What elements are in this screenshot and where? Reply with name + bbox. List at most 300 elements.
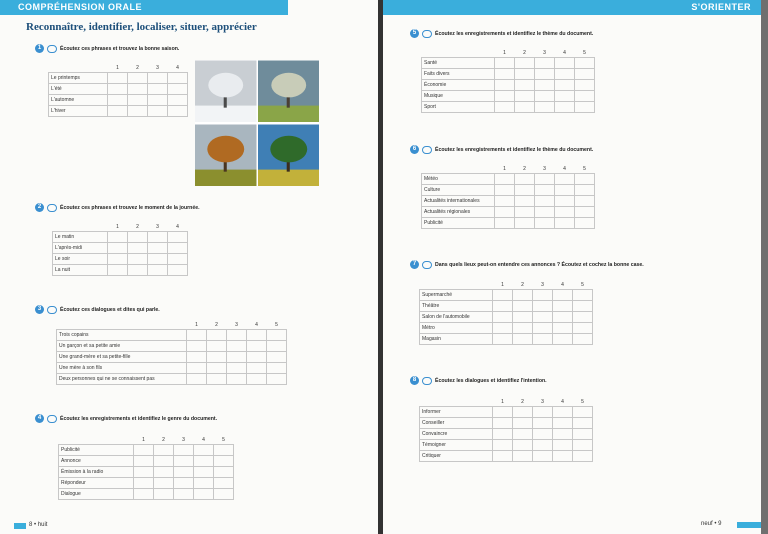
answer-checkbox-cell[interactable] bbox=[267, 352, 287, 363]
column-number: 1 bbox=[501, 398, 504, 405]
answer-checkbox-cell[interactable] bbox=[575, 196, 595, 207]
answer-checkbox-cell[interactable] bbox=[194, 478, 214, 489]
answer-checkbox-cell[interactable] bbox=[108, 95, 128, 106]
grid-header-row bbox=[57, 320, 287, 330]
answer-checkbox-cell[interactable] bbox=[148, 265, 168, 276]
answer-checkbox-cell[interactable] bbox=[535, 207, 555, 218]
audio-icon bbox=[422, 377, 432, 385]
answer-checkbox-cell[interactable] bbox=[533, 451, 553, 462]
answer-checkbox-cell[interactable] bbox=[533, 323, 553, 334]
exercise-4-grid bbox=[58, 435, 234, 500]
answer-checkbox-cell[interactable] bbox=[247, 330, 267, 341]
row-label: La nuit bbox=[53, 265, 108, 276]
answer-checkbox-cell[interactable] bbox=[495, 218, 515, 229]
answer-checkbox-cell[interactable] bbox=[553, 290, 573, 301]
answer-checkbox-cell[interactable] bbox=[495, 91, 515, 102]
answer-checkbox-cell[interactable] bbox=[108, 243, 128, 254]
answer-checkbox-cell[interactable] bbox=[513, 301, 533, 312]
answer-checkbox-cell[interactable] bbox=[553, 418, 573, 429]
answer-checkbox-cell[interactable] bbox=[227, 352, 247, 363]
answer-checkbox-cell[interactable] bbox=[108, 254, 128, 265]
exercise-text: Écoutez ces phrases et trouvez la bonne saison. bbox=[60, 45, 180, 52]
answer-checkbox-cell[interactable] bbox=[555, 174, 575, 185]
answer-checkbox-cell[interactable] bbox=[493, 334, 513, 345]
answer-checkbox-cell[interactable] bbox=[495, 207, 515, 218]
answer-checkbox-cell[interactable] bbox=[573, 312, 593, 323]
answer-checkbox-cell[interactable] bbox=[513, 407, 533, 418]
answer-checkbox-cell[interactable] bbox=[573, 429, 593, 440]
answer-checkbox-cell[interactable] bbox=[533, 312, 553, 323]
grid-corner bbox=[422, 48, 495, 58]
column-number: 5 bbox=[583, 49, 586, 56]
answer-checkbox-cell[interactable] bbox=[573, 301, 593, 312]
answer-checkbox-cell[interactable] bbox=[128, 73, 148, 84]
answer-checkbox-cell[interactable] bbox=[108, 106, 128, 117]
answer-checkbox-cell[interactable] bbox=[533, 301, 553, 312]
answer-checkbox-cell[interactable] bbox=[214, 489, 234, 500]
answer-checkbox-cell[interactable] bbox=[134, 478, 154, 489]
exercise-2-grid bbox=[52, 222, 188, 276]
answer-checkbox-cell[interactable] bbox=[187, 374, 207, 385]
answer-checkbox-cell[interactable] bbox=[174, 456, 194, 467]
answer-checkbox-cell[interactable] bbox=[515, 80, 535, 91]
column-number: 2 bbox=[523, 165, 526, 172]
column-number: 2 bbox=[215, 321, 218, 328]
answer-checkbox-cell[interactable] bbox=[108, 265, 128, 276]
table-row bbox=[53, 232, 188, 243]
answer-checkbox-cell[interactable] bbox=[573, 290, 593, 301]
answer-checkbox-cell[interactable] bbox=[535, 185, 555, 196]
answer-checkbox-cell[interactable] bbox=[515, 185, 535, 196]
answer-checkbox-cell[interactable] bbox=[108, 84, 128, 95]
table-row bbox=[422, 91, 595, 102]
answer-checkbox-cell[interactable] bbox=[535, 58, 555, 69]
answer-checkbox-cell[interactable] bbox=[128, 243, 148, 254]
answer-checkbox-cell[interactable] bbox=[194, 489, 214, 500]
answer-checkbox-cell[interactable] bbox=[555, 80, 575, 91]
row-label: Météo bbox=[422, 174, 495, 185]
audio-icon bbox=[422, 30, 432, 38]
column-number: 3 bbox=[156, 64, 159, 71]
answer-checkbox-cell[interactable] bbox=[227, 341, 247, 352]
answer-checkbox-cell[interactable] bbox=[108, 73, 128, 84]
answer-checkbox-cell[interactable] bbox=[134, 467, 154, 478]
row-label: Témoigner bbox=[420, 440, 493, 451]
answer-checkbox-cell[interactable] bbox=[513, 323, 533, 334]
row-label: Supermarché bbox=[420, 290, 493, 301]
answer-checkbox-cell[interactable] bbox=[515, 218, 535, 229]
exercise-number-badge: 8 bbox=[410, 376, 419, 385]
answer-checkbox-cell[interactable] bbox=[168, 232, 188, 243]
answer-checkbox-cell[interactable] bbox=[134, 456, 154, 467]
column-number: 1 bbox=[503, 165, 506, 172]
exercise-text: Écoutez les enregistrements et identifiez le thème du document. bbox=[435, 30, 594, 37]
answer-checkbox-cell[interactable] bbox=[267, 341, 287, 352]
answer-checkbox-cell[interactable] bbox=[267, 363, 287, 374]
answer-checkbox-cell[interactable] bbox=[535, 174, 555, 185]
answer-checkbox-cell[interactable] bbox=[553, 429, 573, 440]
row-label: Émission à la radio bbox=[59, 467, 134, 478]
table-row bbox=[420, 323, 593, 334]
answer-checkbox-cell[interactable] bbox=[575, 91, 595, 102]
answer-checkbox-cell[interactable] bbox=[214, 456, 234, 467]
answer-checkbox-cell[interactable] bbox=[187, 352, 207, 363]
exercise-text: Écoutez les dialogues et identifiez l'intention. bbox=[435, 377, 547, 384]
answer-checkbox-cell[interactable] bbox=[515, 207, 535, 218]
row-label: Faits divers bbox=[422, 69, 495, 80]
page-number: 8 bbox=[29, 522, 33, 528]
grid-header-row bbox=[420, 280, 593, 290]
row-label: Magasin bbox=[420, 334, 493, 345]
answer-checkbox-cell[interactable] bbox=[575, 80, 595, 91]
answer-checkbox-cell[interactable] bbox=[168, 106, 188, 117]
answer-checkbox-cell[interactable] bbox=[513, 290, 533, 301]
page-number-word: huit bbox=[37, 522, 48, 528]
row-label: Salon de l'automobile bbox=[420, 312, 493, 323]
table-row bbox=[422, 102, 595, 113]
answer-checkbox-cell[interactable] bbox=[214, 445, 234, 456]
exercise-number-badge: 1 bbox=[35, 44, 44, 53]
answer-checkbox-cell[interactable] bbox=[194, 456, 214, 467]
answer-checkbox-cell[interactable] bbox=[513, 418, 533, 429]
row-label: Culture bbox=[422, 185, 495, 196]
column-number: 2 bbox=[136, 223, 139, 230]
audio-icon bbox=[422, 261, 432, 269]
answer-checkbox-cell[interactable] bbox=[267, 374, 287, 385]
column-number: 4 bbox=[176, 64, 179, 71]
answer-checkbox-cell[interactable] bbox=[227, 363, 247, 374]
answer-checkbox-cell[interactable] bbox=[515, 69, 535, 80]
table-row bbox=[420, 407, 593, 418]
answer-checkbox-cell[interactable] bbox=[575, 58, 595, 69]
answer-checkbox-cell[interactable] bbox=[573, 334, 593, 345]
answer-checkbox-cell[interactable] bbox=[493, 418, 513, 429]
page-footer: neuf • 9 bbox=[701, 521, 722, 527]
exercise-number-badge: 4 bbox=[35, 414, 44, 423]
audio-icon bbox=[422, 146, 432, 154]
footer-bar bbox=[737, 522, 761, 528]
answer-checkbox-cell[interactable] bbox=[194, 445, 214, 456]
table-row bbox=[420, 290, 593, 301]
answer-checkbox-cell[interactable] bbox=[553, 407, 573, 418]
answer-checkbox-cell[interactable] bbox=[513, 429, 533, 440]
column-number: 3 bbox=[543, 49, 546, 56]
answer-checkbox-cell[interactable] bbox=[513, 312, 533, 323]
column-number: 2 bbox=[521, 281, 524, 288]
answer-checkbox-cell[interactable] bbox=[575, 69, 595, 80]
table-row bbox=[59, 489, 234, 500]
answer-checkbox-cell[interactable] bbox=[513, 334, 533, 345]
exercise-number-badge: 5 bbox=[410, 29, 419, 38]
table-row bbox=[53, 254, 188, 265]
answer-checkbox-cell[interactable] bbox=[148, 232, 168, 243]
answer-checkbox-cell[interactable] bbox=[214, 467, 234, 478]
answer-checkbox-cell[interactable] bbox=[555, 207, 575, 218]
answer-checkbox-cell[interactable] bbox=[573, 323, 593, 334]
exercise-1-grid bbox=[48, 63, 188, 117]
answer-checkbox-cell[interactable] bbox=[108, 232, 128, 243]
table-row bbox=[420, 334, 593, 345]
answer-checkbox-cell[interactable] bbox=[174, 467, 194, 478]
table-row bbox=[57, 352, 287, 363]
answer-checkbox-cell[interactable] bbox=[535, 80, 555, 91]
right-page bbox=[383, 0, 761, 534]
answer-checkbox-cell[interactable] bbox=[207, 352, 227, 363]
grid-header-row bbox=[59, 435, 234, 445]
answer-checkbox-cell[interactable] bbox=[495, 58, 515, 69]
row-label: Actualités internationales bbox=[422, 196, 495, 207]
answer-checkbox-cell[interactable] bbox=[174, 478, 194, 489]
grid-header-row bbox=[422, 164, 595, 174]
answer-checkbox-cell[interactable] bbox=[553, 323, 573, 334]
answer-checkbox-cell[interactable] bbox=[134, 489, 154, 500]
answer-checkbox-cell[interactable] bbox=[553, 334, 573, 345]
answer-checkbox-cell[interactable] bbox=[535, 196, 555, 207]
answer-checkbox-cell[interactable] bbox=[168, 254, 188, 265]
answer-checkbox-cell[interactable] bbox=[493, 407, 513, 418]
answer-checkbox-cell[interactable] bbox=[493, 323, 513, 334]
answer-checkbox-cell[interactable] bbox=[493, 312, 513, 323]
answer-checkbox-cell[interactable] bbox=[168, 243, 188, 254]
answer-checkbox-cell[interactable] bbox=[493, 451, 513, 462]
answer-checkbox-cell[interactable] bbox=[553, 301, 573, 312]
row-label: L'après-midi bbox=[53, 243, 108, 254]
answer-checkbox-cell[interactable] bbox=[154, 489, 174, 500]
answer-checkbox-cell[interactable] bbox=[575, 207, 595, 218]
answer-checkbox-cell[interactable] bbox=[575, 218, 595, 229]
column-number: 5 bbox=[583, 165, 586, 172]
answer-checkbox-cell[interactable] bbox=[168, 73, 188, 84]
exercise-text: Écoutez ces dialogues et dites qui parle. bbox=[60, 306, 160, 313]
answer-checkbox-cell[interactable] bbox=[227, 374, 247, 385]
answer-checkbox-cell[interactable] bbox=[515, 196, 535, 207]
answer-checkbox-cell[interactable] bbox=[207, 374, 227, 385]
exercise-text: Écoutez ces phrases et trouvez le moment de la journée. bbox=[60, 204, 200, 211]
answer-checkbox-cell[interactable] bbox=[575, 102, 595, 113]
answer-checkbox-cell[interactable] bbox=[128, 232, 148, 243]
answer-checkbox-cell[interactable] bbox=[207, 341, 227, 352]
grid-header-row bbox=[422, 48, 595, 58]
answer-checkbox-cell[interactable] bbox=[168, 95, 188, 106]
exercise-5-instruction bbox=[410, 29, 593, 38]
answer-checkbox-cell[interactable] bbox=[148, 243, 168, 254]
answer-checkbox-cell[interactable] bbox=[573, 440, 593, 451]
answer-checkbox-cell[interactable] bbox=[227, 330, 247, 341]
answer-checkbox-cell[interactable] bbox=[533, 429, 553, 440]
answer-checkbox-cell[interactable] bbox=[535, 218, 555, 229]
answer-checkbox-cell[interactable] bbox=[247, 363, 267, 374]
answer-checkbox-cell[interactable] bbox=[533, 440, 553, 451]
row-label: Annonce bbox=[59, 456, 134, 467]
table-row bbox=[57, 341, 287, 352]
table-row bbox=[59, 467, 234, 478]
exercise-6-instruction bbox=[410, 145, 593, 154]
answer-checkbox-cell[interactable] bbox=[495, 185, 515, 196]
column-number: 4 bbox=[561, 398, 564, 405]
answer-checkbox-cell[interactable] bbox=[247, 352, 267, 363]
answer-checkbox-cell[interactable] bbox=[207, 330, 227, 341]
column-number: 4 bbox=[202, 436, 205, 443]
answer-checkbox-cell[interactable] bbox=[515, 91, 535, 102]
answer-checkbox-cell[interactable] bbox=[535, 69, 555, 80]
answer-checkbox-cell[interactable] bbox=[154, 456, 174, 467]
answer-checkbox-cell[interactable] bbox=[555, 58, 575, 69]
answer-checkbox-cell[interactable] bbox=[553, 312, 573, 323]
answer-checkbox-cell[interactable] bbox=[573, 418, 593, 429]
answer-checkbox-cell[interactable] bbox=[513, 451, 533, 462]
section-band: COMPRÉHENSION ORALE bbox=[0, 0, 288, 15]
row-label: L'été bbox=[49, 84, 108, 95]
answer-checkbox-cell[interactable] bbox=[154, 478, 174, 489]
answer-checkbox-cell[interactable] bbox=[174, 445, 194, 456]
answer-checkbox-cell[interactable] bbox=[513, 440, 533, 451]
grid-corner bbox=[420, 397, 493, 407]
spring-tree-image bbox=[258, 60, 320, 123]
answer-checkbox-cell[interactable] bbox=[493, 301, 513, 312]
table-row bbox=[422, 174, 595, 185]
answer-checkbox-cell[interactable] bbox=[128, 265, 148, 276]
row-label: Actualités régionales bbox=[422, 207, 495, 218]
grid-corner bbox=[420, 280, 493, 290]
answer-checkbox-cell[interactable] bbox=[128, 106, 148, 117]
answer-checkbox-cell[interactable] bbox=[573, 451, 593, 462]
answer-checkbox-cell[interactable] bbox=[493, 290, 513, 301]
answer-checkbox-cell[interactable] bbox=[187, 330, 207, 341]
page-number-word: neuf bbox=[701, 521, 713, 527]
answer-checkbox-cell[interactable] bbox=[495, 174, 515, 185]
answer-checkbox-cell[interactable] bbox=[207, 363, 227, 374]
answer-checkbox-cell[interactable] bbox=[555, 91, 575, 102]
exercise-8-instruction bbox=[410, 376, 547, 385]
row-label: Publicité bbox=[422, 218, 495, 229]
answer-checkbox-cell[interactable] bbox=[148, 106, 168, 117]
answer-checkbox-cell[interactable] bbox=[555, 218, 575, 229]
answer-checkbox-cell[interactable] bbox=[267, 330, 287, 341]
answer-checkbox-cell[interactable] bbox=[515, 58, 535, 69]
answer-checkbox-cell[interactable] bbox=[187, 341, 207, 352]
answer-checkbox-cell[interactable] bbox=[148, 73, 168, 84]
page-title: Reconnaître, identifier, localiser, situer, apprécier bbox=[26, 21, 257, 33]
answer-checkbox-cell[interactable] bbox=[148, 84, 168, 95]
footer-bar bbox=[14, 523, 26, 529]
answer-checkbox-cell[interactable] bbox=[247, 374, 267, 385]
column-number: 5 bbox=[222, 436, 225, 443]
exercise-text: Dans quels lieux peut-on entendre ces annonces ? Écoutez et cochez la bonne case. bbox=[435, 261, 644, 268]
answer-checkbox-cell[interactable] bbox=[493, 429, 513, 440]
answer-checkbox-cell[interactable] bbox=[128, 84, 148, 95]
table-row bbox=[53, 265, 188, 276]
answer-checkbox-cell[interactable] bbox=[128, 95, 148, 106]
row-label: Dialogue bbox=[59, 489, 134, 500]
audio-icon bbox=[47, 204, 57, 212]
answer-checkbox-cell[interactable] bbox=[495, 196, 515, 207]
row-label: L'automne bbox=[49, 95, 108, 106]
answer-checkbox-cell[interactable] bbox=[168, 265, 188, 276]
answer-checkbox-cell[interactable] bbox=[148, 254, 168, 265]
answer-checkbox-cell[interactable] bbox=[553, 440, 573, 451]
row-label: Santé bbox=[422, 58, 495, 69]
answer-checkbox-cell[interactable] bbox=[134, 445, 154, 456]
answer-checkbox-cell[interactable] bbox=[493, 440, 513, 451]
answer-checkbox-cell[interactable] bbox=[148, 95, 168, 106]
exercise-8-grid bbox=[419, 397, 593, 462]
column-number: 2 bbox=[521, 398, 524, 405]
table-row bbox=[49, 84, 188, 95]
answer-checkbox-cell[interactable] bbox=[533, 418, 553, 429]
answer-checkbox-cell[interactable] bbox=[187, 363, 207, 374]
answer-checkbox-cell[interactable] bbox=[154, 467, 174, 478]
answer-checkbox-cell[interactable] bbox=[214, 478, 234, 489]
column-number: 1 bbox=[195, 321, 198, 328]
answer-checkbox-cell[interactable] bbox=[533, 334, 553, 345]
answer-checkbox-cell[interactable] bbox=[515, 102, 535, 113]
left-page bbox=[0, 0, 378, 534]
column-number: 5 bbox=[275, 321, 278, 328]
answer-checkbox-cell[interactable] bbox=[573, 407, 593, 418]
table-row bbox=[59, 456, 234, 467]
answer-checkbox-cell[interactable] bbox=[154, 445, 174, 456]
exercise-4-instruction bbox=[35, 414, 217, 423]
column-number: 4 bbox=[561, 281, 564, 288]
answer-checkbox-cell[interactable] bbox=[555, 102, 575, 113]
column-number: 2 bbox=[523, 49, 526, 56]
answer-checkbox-cell[interactable] bbox=[515, 174, 535, 185]
answer-checkbox-cell[interactable] bbox=[533, 290, 553, 301]
column-number: 3 bbox=[541, 281, 544, 288]
table-row bbox=[49, 95, 188, 106]
answer-checkbox-cell[interactable] bbox=[533, 407, 553, 418]
answer-checkbox-cell[interactable] bbox=[174, 489, 194, 500]
row-label: Un garçon et sa petite amie bbox=[57, 341, 187, 352]
exercise-number-badge: 7 bbox=[410, 260, 419, 269]
answer-checkbox-cell[interactable] bbox=[553, 451, 573, 462]
exercise-5-grid bbox=[421, 48, 595, 113]
table-row bbox=[422, 196, 595, 207]
column-number: 4 bbox=[563, 49, 566, 56]
answer-checkbox-cell[interactable] bbox=[555, 196, 575, 207]
audio-icon bbox=[47, 45, 57, 53]
answer-checkbox-cell[interactable] bbox=[247, 341, 267, 352]
grid-corner bbox=[422, 164, 495, 174]
answer-checkbox-cell[interactable] bbox=[535, 91, 555, 102]
table-row bbox=[422, 218, 595, 229]
table-row bbox=[49, 106, 188, 117]
row-label: Une grand-mère et sa petite-fille bbox=[57, 352, 187, 363]
answer-checkbox-cell[interactable] bbox=[168, 84, 188, 95]
answer-checkbox-cell[interactable] bbox=[555, 69, 575, 80]
answer-checkbox-cell[interactable] bbox=[495, 80, 515, 91]
four-seasons-tree-photo bbox=[195, 60, 319, 186]
column-number: 1 bbox=[116, 64, 119, 71]
grid-header-row bbox=[49, 63, 188, 73]
answer-checkbox-cell[interactable] bbox=[194, 467, 214, 478]
table-row bbox=[57, 374, 287, 385]
answer-checkbox-cell[interactable] bbox=[128, 254, 148, 265]
row-label: Répondeur bbox=[59, 478, 134, 489]
table-row bbox=[420, 418, 593, 429]
grid-corner bbox=[49, 63, 108, 73]
answer-checkbox-cell[interactable] bbox=[575, 174, 595, 185]
row-label: Publicité bbox=[59, 445, 134, 456]
answer-checkbox-cell[interactable] bbox=[555, 185, 575, 196]
column-number: 4 bbox=[176, 223, 179, 230]
page-footer: 8 • huit bbox=[29, 522, 48, 528]
row-label: Sport bbox=[422, 102, 495, 113]
answer-checkbox-cell[interactable] bbox=[495, 102, 515, 113]
answer-checkbox-cell[interactable] bbox=[495, 69, 515, 80]
answer-checkbox-cell[interactable] bbox=[535, 102, 555, 113]
answer-checkbox-cell[interactable] bbox=[575, 185, 595, 196]
